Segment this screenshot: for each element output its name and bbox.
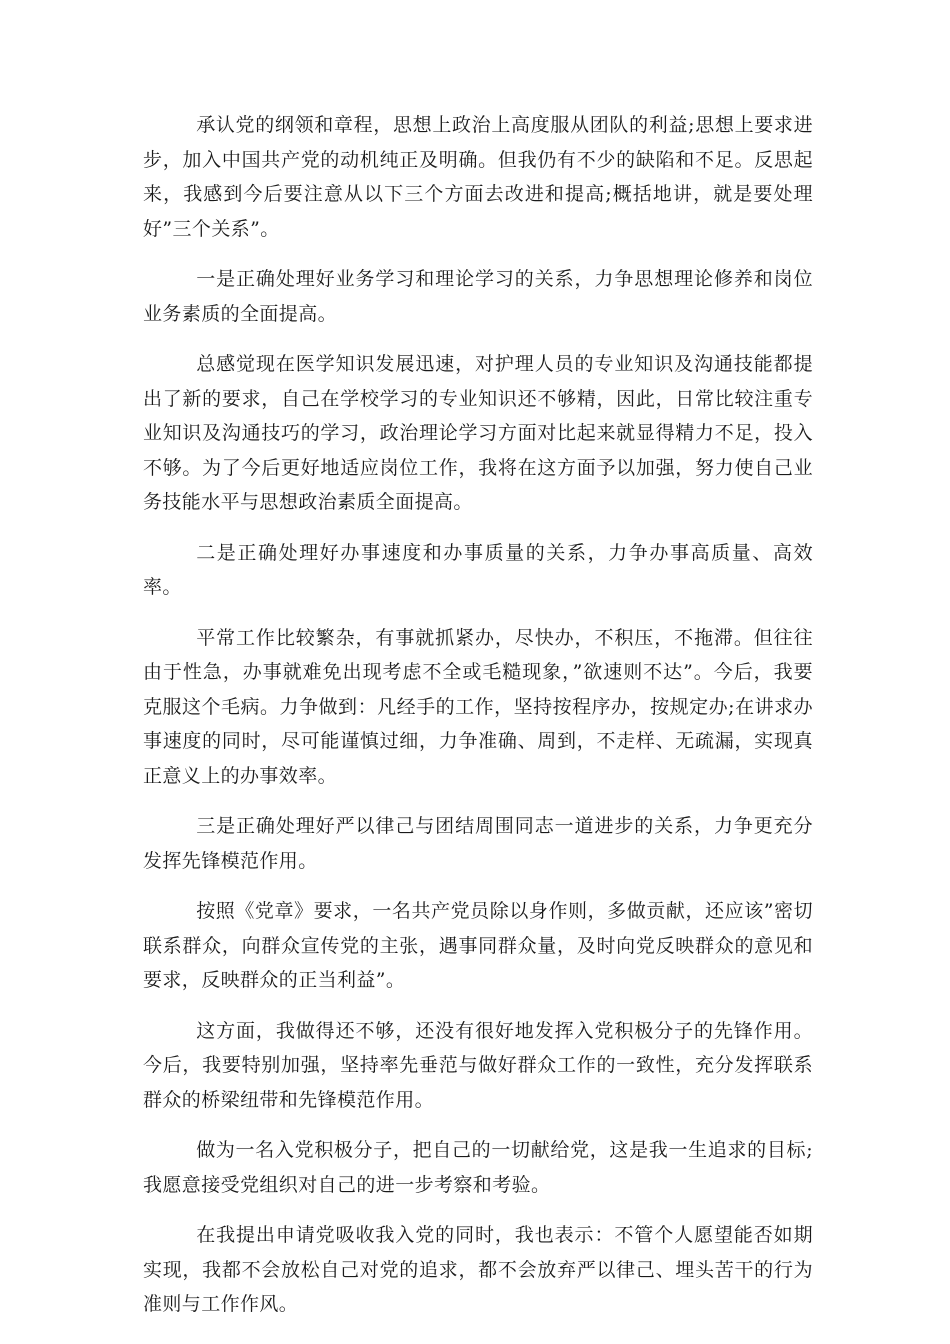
paragraph-9: 做为一名入党积极分子，把自己的一切献给党，这是我一生追求的目标;我愿意接受党组织对自己的进一步考察和考验。 bbox=[143, 1139, 813, 1196]
document-body bbox=[143, 108, 813, 1338]
paragraph-4: 二是正确处理好办事速度和办事质量的关系，力争办事高质量、高效率。 bbox=[143, 541, 813, 598]
paragraph-2: 一是正确处理好业务学习和理论学习的关系，力争思想理论修养和岗位业务素质的全面提高。 bbox=[143, 268, 813, 325]
paragraph-7: 按照《党章》要求，一名共产党员除以身作则，多做贡献，还应该”密切联系群众，向群众宣传党的主张，遇事同群众量，及时向党反映群众的意见和要求，反映群众的正当利益”。 bbox=[143, 900, 813, 991]
paragraph-6: 三是正确处理好严以律己与团结周围同志一道进步的关系，力争更充分发挥先锋模范作用。 bbox=[143, 815, 813, 872]
paragraph-3: 总感觉现在医学知识发展迅速，对护理人员的专业知识及沟通技能都提出了新的要求，自己在学校学习的专业知识还不够精，因此，日常比较注重专业知识及沟通技巧的学习，政治理论学习方面对比起来就显得精力不足，投入不够。为了今后更好地适应岗位工作，我将在这方面予以加强，努力使自己业务技能水平与思想政治素质全面提高。 bbox=[143, 353, 813, 513]
paragraph-1: 承认党的纲领和章程，思想上政治上高度服从团队的利益;思想上要求进步，加入中国共产党的动机纯正及明确。但我仍有不少的缺陷和不足。反思起来，我感到今后要注意从以下三个方面去改进和提高;概括地讲，就是要处理好”三个关系”。 bbox=[143, 114, 813, 240]
paragraph-10: 在我提出申请党吸收我入党的同时，我也表示：不管个人愿望能否如期实现，我都不会放松自己对党的追求，都不会放弃严以律己、埋头苦干的行为准则与工作作风。 bbox=[143, 1224, 813, 1315]
paragraph-5: 平常工作比较繁杂，有事就抓紧办，尽快办，不积压，不拖滞。但往往由于性急，办事就难免出现考虑不全或毛糙现象，”欲速则不达”。今后，我要克服这个毛病。力争做到：凡经手的工作，坚持按程序办，按规定办;在讲求办事速度的同时，尽可能谨慎过细，力争准确、周到，不走样、无疏漏，实现真正意义上的办事效率。 bbox=[143, 626, 813, 787]
paragraph-8: 这方面，我做得还不够，还没有很好地发挥入党积极分子的先锋作用。今后，我要特别加强，坚持率先垂范与做好群众工作的一致性，充分发挥联系群众的桥梁纽带和先锋模范作用。 bbox=[143, 1019, 813, 1111]
